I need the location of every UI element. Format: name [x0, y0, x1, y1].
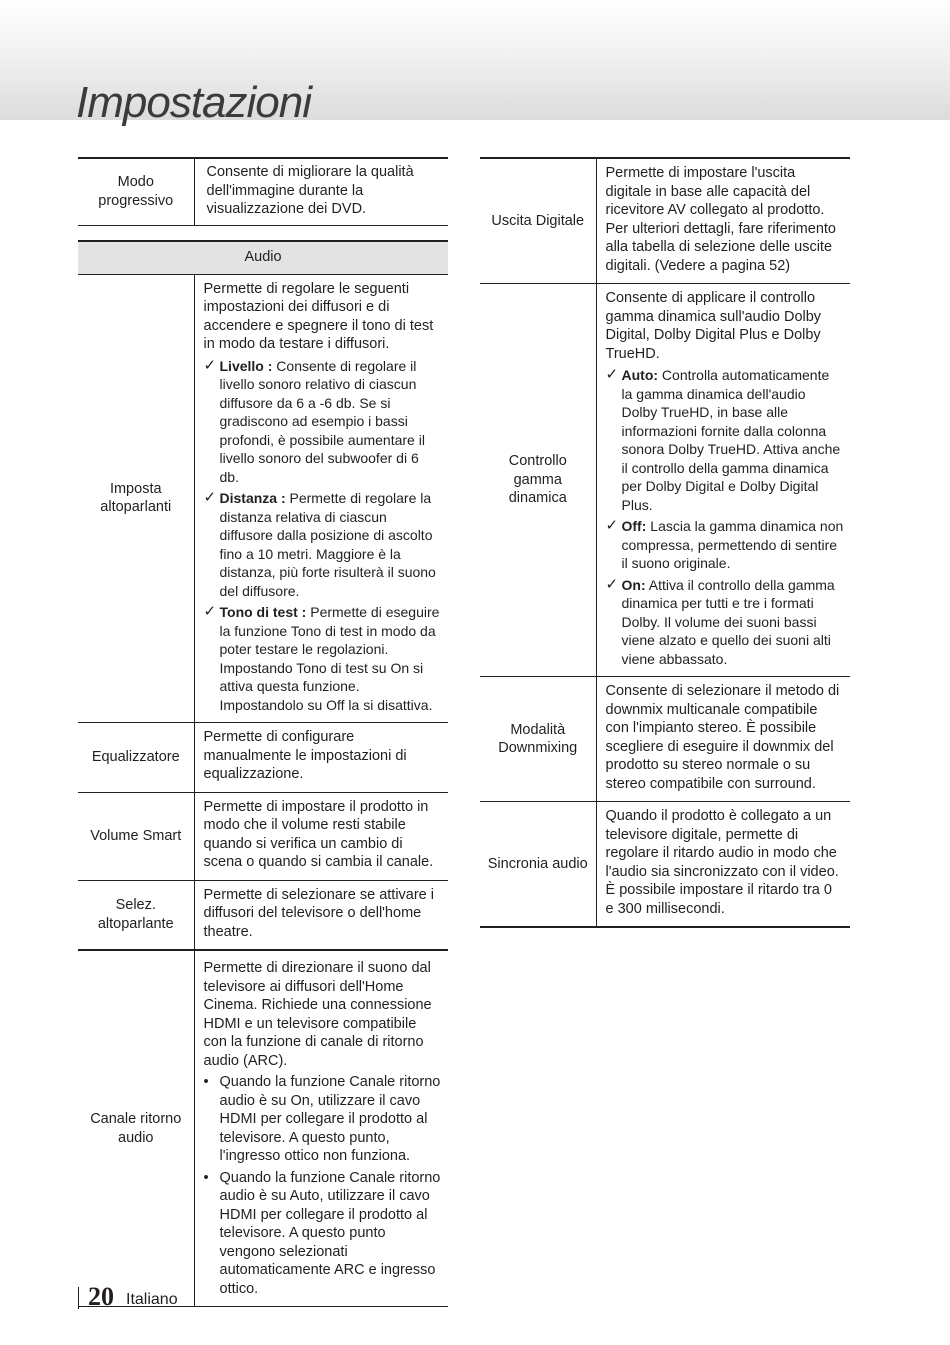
table-row-volume-smart — [78, 792, 448, 880]
row-label-imposta-altoparlanti: Imposta altoparlanti — [78, 274, 194, 723]
audio-section-header-row — [78, 241, 448, 275]
list-item — [606, 576, 845, 669]
row-desc-volume-smart: Permette di impostare il prodotto in modo che il volume resti stabile quando si verifica un cambio di scena o quando si cambia il canale. — [194, 792, 448, 880]
row-desc-controllo-gamma-dinamica — [596, 284, 850, 677]
imposta-intro: Permette di regolare le seguenti impostazioni dei diffusori e di accendere e spegnere il tono di test in modo da testare i diffusori. — [203, 280, 434, 352]
row-label-equalizzatore: Equalizzatore — [78, 723, 194, 793]
check-icon: ✓ — [605, 366, 619, 383]
option-text-livello: Consente di regolare il livello sonoro relativo di ciascun diffusore da 6 a -6 db. Se si gradiscono ad esempio i bassi profondi, è possibile aumentare il livello sonoro del subwoofer di 6 db. — [219, 357, 425, 485]
row-desc-modo-progressivo: Consente di migliorare la qualità dell'immagine durante la visualizzazione dei DVD. — [194, 158, 448, 225]
table-row-equalizzatore — [78, 723, 448, 793]
row-desc-sincronia-audio: Quando il prodotto è collegato a un televisore digitale, permette di regolare il ritardo audio in modo che l'audio sia sincronizzato con il video. È possibile impostare il ritardo tra 0 e 300 millisecondi. — [596, 802, 850, 928]
imposta-options-list — [204, 357, 443, 715]
row-desc-canale-ritorno-audio — [194, 950, 448, 1307]
bullet-icon: • — [203, 1169, 209, 1186]
check-icon: ✓ — [203, 603, 217, 620]
check-icon: ✓ — [203, 356, 217, 374]
option-text-auto: Controlla automaticamente la gamma dinamica dell'audio Dolby TrueHD, in base alle informazioni fornite dalla colonna sonora Dolby TrueHD. Attiva anche il controllo della gamma dinamica per Dolby Digital e Dolby Digital Plus. — [621, 367, 841, 513]
note-text: Quando la funzione Canale ritorno audio è su Auto, utilizzare il cavo HDMI per collegare il prodotto al televisore. A questo punto vengono selezionati automaticamente ARC e ingresso ottico. — [219, 1169, 441, 1297]
canale-intro: Permette di direzionare il suono dal televisore ai diffusori dell'Home Cinema. Richiede una connessione HDMI e un televisore compatibile con la funzione di canale di ritorno audio (ARC). — [203, 960, 432, 1069]
row-label-sincronia-audio: Sincronia audio — [480, 802, 596, 928]
option-text-on: Attiva il controllo della gamma dinamica per tutti e tre i formati Dolby. Il volume dei suoni bassi viene alzato e quello dei suoni alti viene abbassato. — [621, 576, 835, 667]
row-label-volume-smart: Volume Smart — [78, 792, 194, 880]
table-row-sincronia-audio — [480, 802, 850, 928]
audio-section-header: Audio — [78, 241, 448, 275]
row-desc-modalita-downmixing: Consente di selezionare il metodo di downmix multicanale compatibile con l'impianto stereo. È possibile scegliere di eseguire il downmix del prodotto su stereo normale o su stereo compatibile con surround. — [596, 677, 850, 802]
canale-notes-list — [204, 1073, 443, 1298]
option-term-tono-di-test: Tono di test : — [219, 604, 307, 620]
option-term-off: Off: — [621, 518, 647, 534]
list-item — [606, 517, 845, 573]
option-text-distanza: Permette di regolare la distanza relativa di ciascun diffusore dalla posizione di ascolto fino a 10 metri. Maggiore è la distanza, più forte risulterà il suono del diffusore. — [219, 490, 436, 599]
page-title: Impostazioni — [76, 78, 312, 127]
note-text: Quando la funzione Canale ritorno audio è su On, utilizzare il cavo HDMI per collegare il prodotto al televisore. A questo punto, l'ingresso ottico non funziona. — [219, 1074, 441, 1164]
option-term-livello: Livello : — [219, 357, 273, 374]
row-desc-imposta-altoparlanti — [194, 274, 448, 723]
option-term-on: On: — [621, 576, 646, 593]
check-icon: ✓ — [203, 489, 217, 506]
page-number: 20 — [88, 1282, 114, 1311]
row-label-modalita-downmixing: Modalità Downmixing — [480, 677, 596, 802]
page-language: Italiano — [126, 1291, 178, 1308]
row-desc-uscita-digitale: Permette di impostare l'uscita digitale in base alle capacità del ricevitore AV collegato al prodotto. Per ulteriori dettagli, fare riferimento alla tabella di selezione delle uscite digitali. (Vedere a pagina 52) — [596, 158, 850, 284]
table-row-modalita-downmixing — [480, 677, 850, 802]
table-row-controllo-gamma-dinamica — [480, 284, 850, 677]
row-desc-selez-altoparlante: Permette di selezionare se attivare i diffusori del televisore o dell'home theatre. — [194, 880, 448, 950]
controllo-intro: Consente di applicare il controllo gamma dinamica sull'audio Dolby Digital, Dolby Digital Plus e Dolby TrueHD. — [605, 290, 822, 362]
table-row-modo-progressivo — [78, 158, 448, 225]
check-icon: ✓ — [605, 575, 619, 593]
row-label-selez-altoparlante: Selez. altoparlante — [78, 880, 194, 950]
option-term-auto: Auto: — [621, 367, 659, 383]
controllo-options-list — [606, 366, 845, 668]
row-label-uscita-digitale: Uscita Digitale — [480, 158, 596, 284]
table-row-canale-ritorno-audio — [78, 950, 448, 1307]
table-row-uscita-digitale — [480, 158, 850, 284]
list-item — [204, 1073, 443, 1166]
row-label-modo-progressivo: Modo progressivo — [78, 158, 194, 225]
settings-table-right — [480, 157, 850, 928]
row-desc-equalizzatore: Permette di configurare manualmente le impostazioni di equalizzazione. — [194, 723, 448, 793]
settings-table-left — [78, 157, 448, 1307]
row-label-controllo-gamma-dinamica: Controllo gamma dinamica — [480, 284, 596, 677]
option-term-distanza: Distanza : — [219, 490, 286, 506]
list-item — [204, 357, 443, 487]
table-row-selez-altoparlante — [78, 880, 448, 950]
list-item — [606, 366, 845, 514]
footer-divider — [78, 1287, 79, 1309]
list-item — [204, 603, 443, 714]
list-item — [204, 1169, 443, 1299]
bullet-icon: • — [203, 1074, 209, 1090]
table-row-imposta-altoparlanti — [78, 274, 448, 723]
check-icon: ✓ — [605, 517, 619, 534]
option-text-off: Lascia la gamma dinamica non compressa, permettendo di sentire il suono originale. — [621, 518, 844, 571]
option-text-tono-di-test: Permette di eseguire la funzione Tono di test in modo da poter testare le regolazioni. Impostando Tono di test su On si attiva questa funzione. Impostandolo su Off la si disattiva. — [219, 604, 440, 713]
row-label-canale-ritorno-audio: Canale ritorno audio — [78, 950, 194, 1307]
list-item — [204, 489, 443, 600]
